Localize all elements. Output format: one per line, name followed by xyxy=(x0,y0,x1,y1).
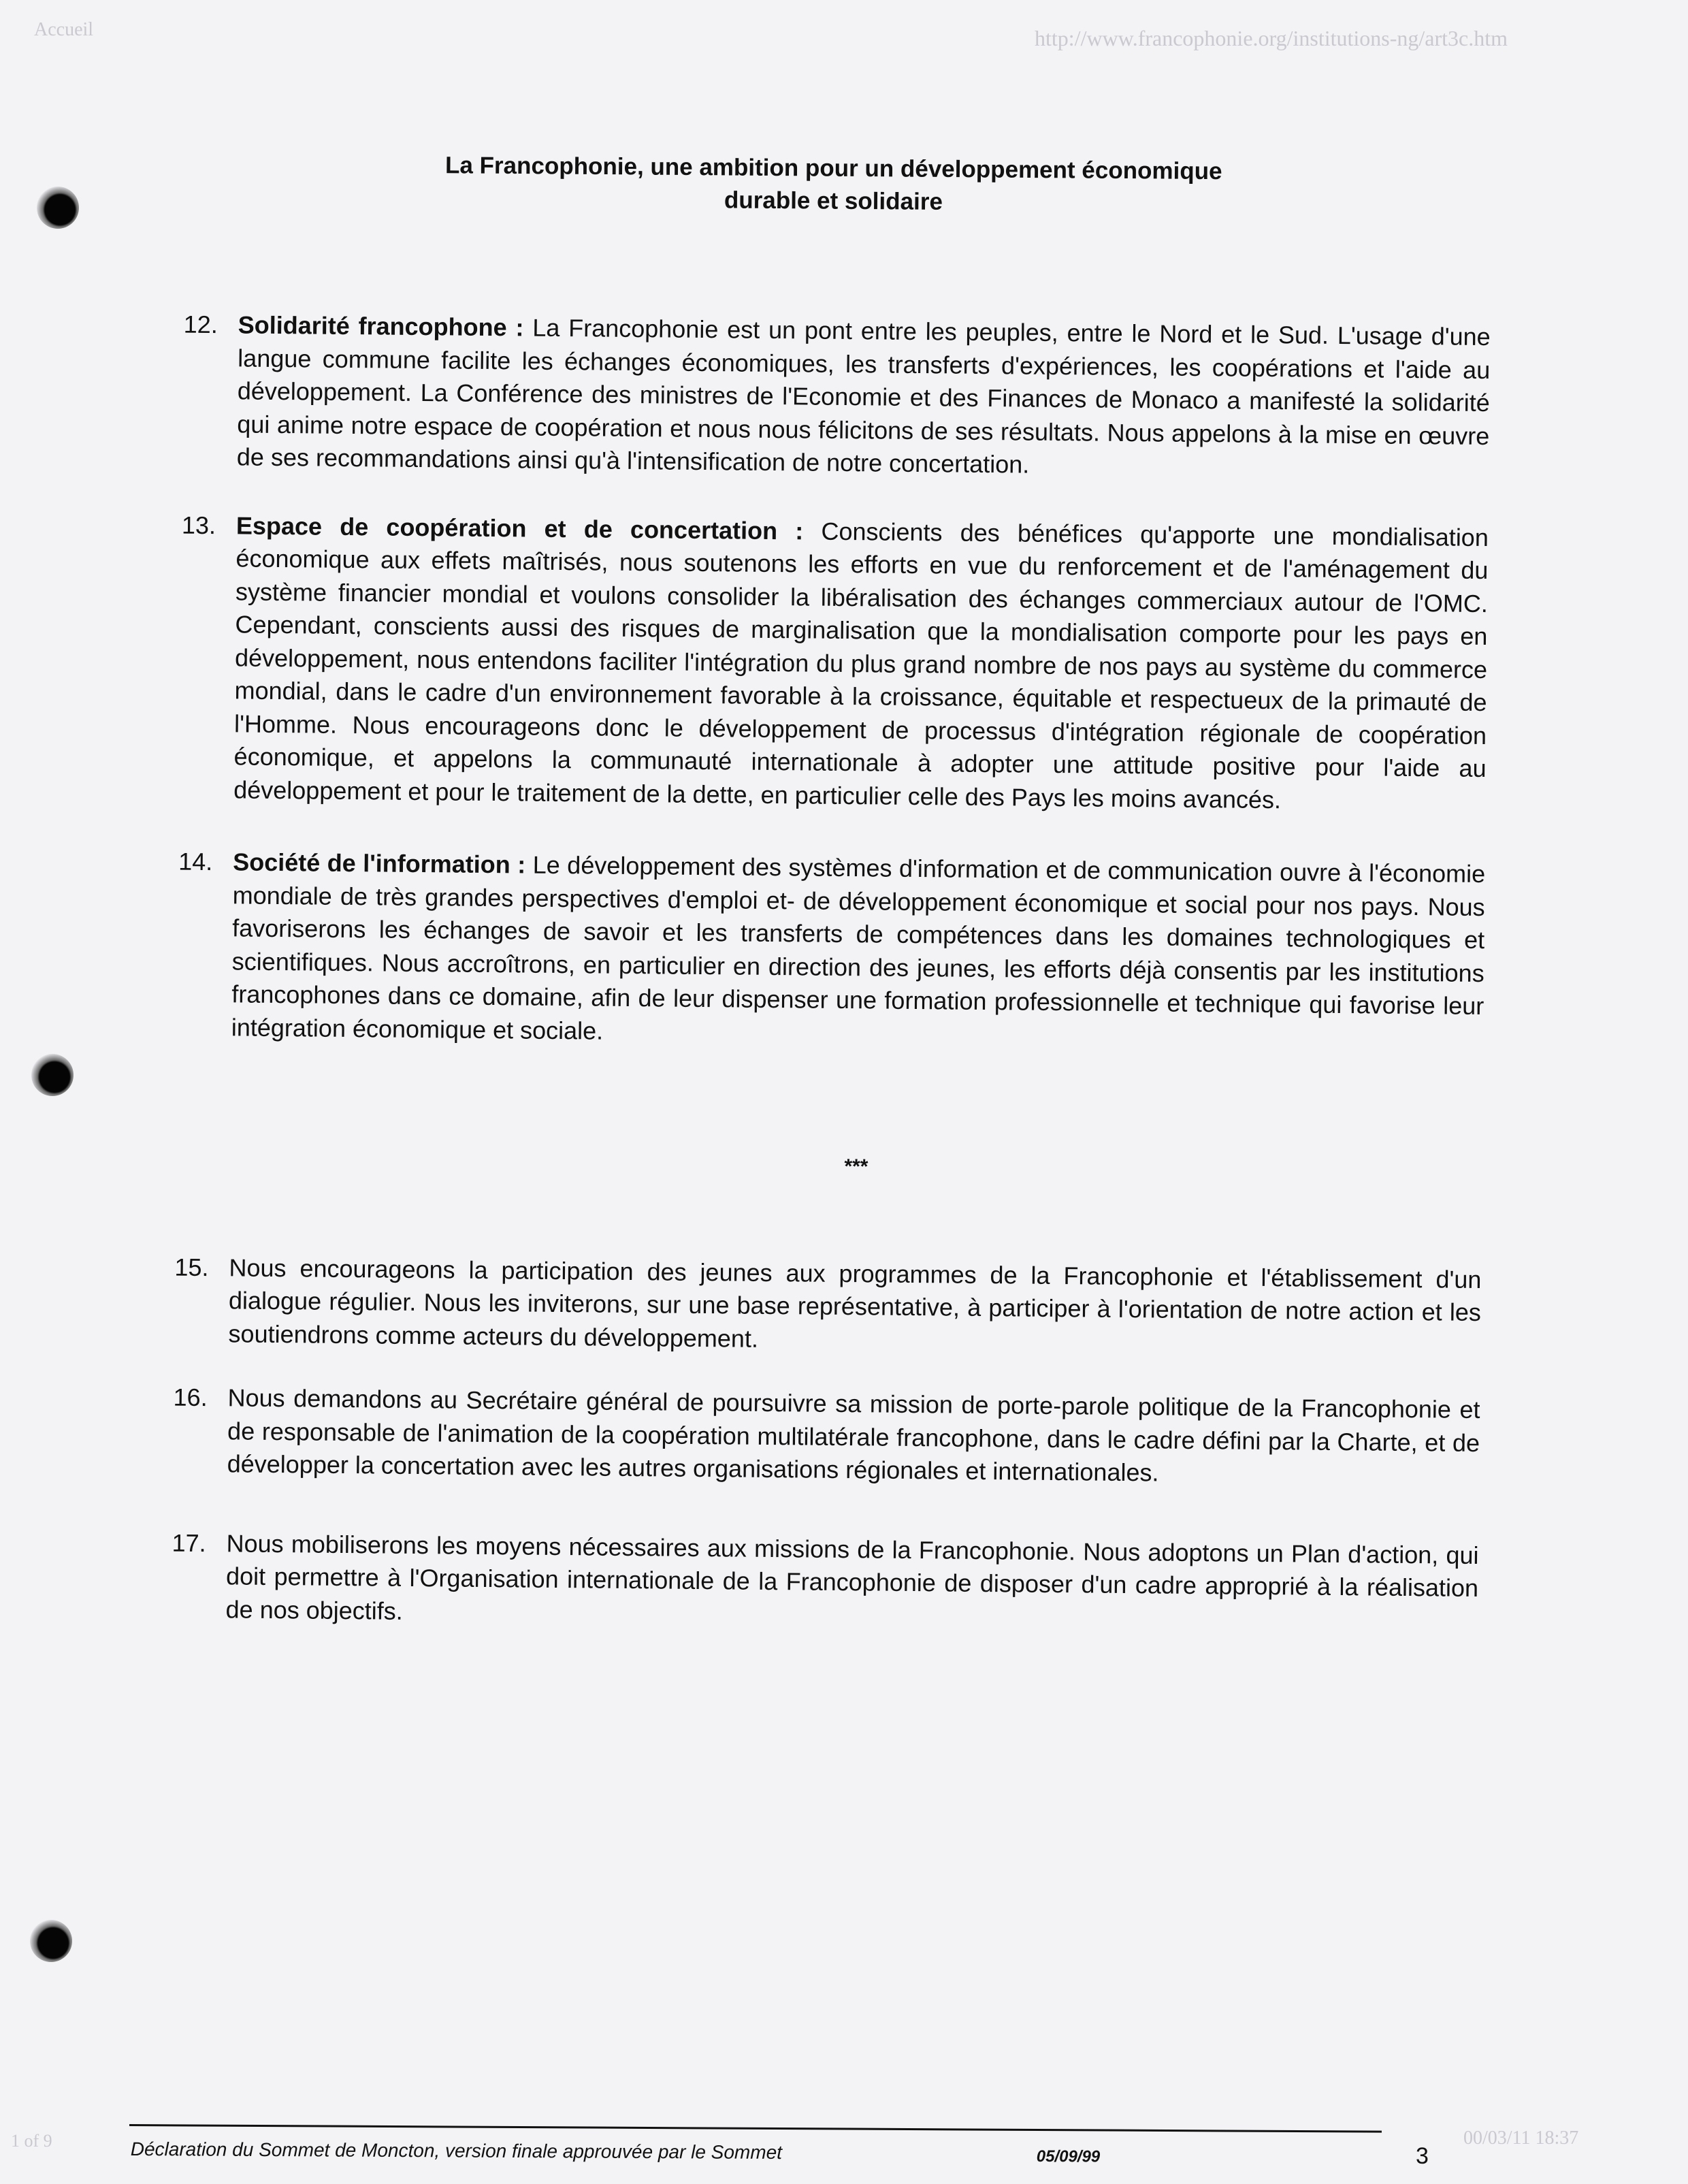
paragraph-text: Conscients des bénéfices qu'apporte une mondialisation économique aux effets maîtrisés, nous soutenons les efforts en vue du renforcement et de l'aménagement du système financier mondial et voulons consolider la libéralisation des échanges commerciaux autour de l'OMC. Cependant, conscients aussi des risques de marginalisation que la mondialisation comporte pour les pays en développement, nous entendons faciliter l'intégration du plus grand nombre de nos pays au système du commerce mondial, dans le cadre d'un environnement favorable à la croissance, équitable et respectueux de la primauté de l'Homme. Nous encourageons donc le développement de processus d'intégration régionale de coopération économique, et appelons la communauté internationale à adopter une attitude positive pour l'aide au développement et pour le traitement de la dette, en particulier celle des Pays les moins avancés. xyxy=(233,516,1489,814)
paragraph-text: Le développement des systèmes d'information et de communication ouvre à l'économie mondiale de très grandes perspectives d'emploi et- de développement économique et social pour nos pays. Nous favoriserons les échanges de savoir et les transferts de compétences dans les domaines technologiques et scientifiques. Nous accroîtrons, en particulier en direction des jeunes, les efforts déjà consentis par les institutions francophones dans ce domaine, afin de leur dispenser une formation professionnelle et technique qui favorise leur intégration économique et sociale. xyxy=(231,850,1486,1045)
section-separator: *** xyxy=(844,1155,869,1178)
punch-hole xyxy=(37,187,79,229)
ghost-header-url: http://www.francophonie.org/institutions-ng/art3c.htm xyxy=(1035,26,1508,50)
paragraph-15 xyxy=(126,1250,1481,1362)
footer-text: Déclaration du Sommet de Moncton, version finale approuvée par le Sommet xyxy=(130,2138,783,2164)
paragraph-heading: Solidarité francophone : xyxy=(238,310,524,342)
punch-hole xyxy=(30,1920,72,1962)
paragraph-16 xyxy=(125,1381,1480,1493)
paragraph-number: 12. xyxy=(183,310,218,339)
paragraph-number: 16. xyxy=(173,1383,208,1412)
paragraph-text: Nous demandons au Secrétaire général de poursuivre sa mission de porte-parole politique de la Francophonie et de responsable de l'animation de la coopération multilatérale francophone, dans le cadre défini par la Charte, et de développer la concertation avec les autres organisations régionales et internationales. xyxy=(227,1383,1480,1487)
paragraph-17 xyxy=(123,1526,1478,1638)
paragraph-number: 13. xyxy=(181,511,216,539)
paragraph-number: 15. xyxy=(174,1253,209,1281)
title-line-2: durable et solidaire xyxy=(724,187,943,215)
punch-hole xyxy=(31,1054,74,1096)
paragraph-text: La Francophonie est un pont entre les peuples, entre le Nord et le Sud. L'usage d'une langue commune facilite les échanges économiques, les transferts d'expériences, les coopérations et l'aide au développement. La Conférence des ministres de l'Economie et des Finances de Monaco a manifesté la solidarité qui anime notre espace de coopération et nous nous félicitons de ses résultats. Nous appelons à la mise en œuvre de ses recommandations ainsi qu'à l'intensification de notre concertation. xyxy=(236,313,1491,479)
footer-date: 05/09/99 xyxy=(1036,2147,1101,2166)
ghost-header-left: Accueil xyxy=(34,19,94,40)
ghost-footer-left: 1 of 9 xyxy=(11,2131,52,2151)
paragraph-heading: Société de l'information : xyxy=(232,848,526,879)
page-number: 3 xyxy=(1416,2143,1429,2169)
paragraph-list xyxy=(123,308,1490,1638)
paragraph-text: Nous encourageons la participation des jeunes aux programmes de la Francophonie et l'établissement d'un dialogue régulier. Nous les inviterons, sur une base représentative, à participer à l'orientation de notre action et les soutiendrons comme acteurs du développement. xyxy=(228,1253,1482,1353)
paragraph-number: 17. xyxy=(172,1528,206,1557)
paragraph-12 xyxy=(135,308,1491,486)
paragraph-14 xyxy=(129,845,1486,1056)
document-title xyxy=(340,148,1327,221)
title-line-1: La Francophonie, une ambition pour un développement économique xyxy=(444,152,1222,185)
paragraph-text: Nous mobiliserons les moyens nécessaires aux missions de la Francophonie. Nous adoptons un Plan d'action, qui doit permettre à l'Organisation internationale de la Francophonie de disposer d'un cadre approprié à la réalisation de nos objectifs. xyxy=(225,1528,1479,1625)
page-footer xyxy=(129,2124,1382,2166)
paragraph-13 xyxy=(131,508,1489,818)
ghost-footer-right: 00/03/11 18:37 xyxy=(1463,2127,1579,2149)
paragraph-heading: Espace de coopération et de concertation : xyxy=(236,511,804,545)
paragraph-number: 14. xyxy=(178,847,213,876)
